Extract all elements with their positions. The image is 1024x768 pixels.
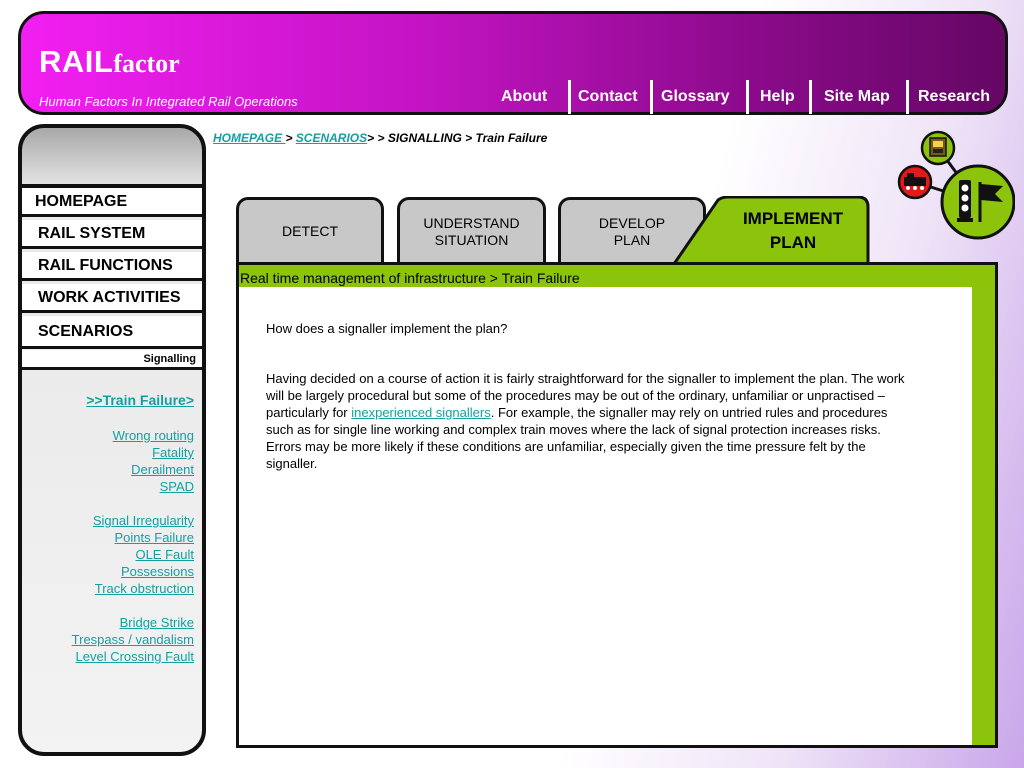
tab-develop-label-line2: PLAN xyxy=(613,231,651,248)
link-points-failure[interactable]: Points Failure xyxy=(114,530,194,545)
link-trespass-vandalism[interactable]: Trespass / vandalism xyxy=(71,632,194,647)
link-wrong-routing[interactable]: Wrong routing xyxy=(112,428,194,443)
nav-separator xyxy=(906,80,909,114)
nav-about[interactable]: About xyxy=(501,88,548,105)
breadcrumb-scenarios[interactable]: SCENARIOS xyxy=(295,131,368,145)
tab-understand-situation[interactable] xyxy=(397,197,546,263)
link-ole-fault[interactable]: OLE Fault xyxy=(135,547,194,562)
tab-implement-plan[interactable] xyxy=(718,197,868,263)
train-icon[interactable] xyxy=(899,166,931,198)
inexperienced-signallers-link[interactable]: inexperienced signallers xyxy=(351,405,491,420)
tab-detect-label: DETECT xyxy=(282,223,338,239)
nav-help[interactable]: Help xyxy=(760,88,795,105)
sidebar-item-work-activities[interactable]: WORK ACTIVITIES xyxy=(22,284,206,313)
nav-site-map[interactable]: Site Map xyxy=(824,88,890,105)
nav-separator xyxy=(568,80,571,114)
signal-flag-icon[interactable] xyxy=(942,166,1014,238)
breadcrumb-separator: > xyxy=(285,131,296,145)
paragraph-text-before-link: Having decided on a course of action it is fairly straightforward for the signaller to implement the plan. The work will be largely procedural but some of the procedures may be out of the ordinary, unfamiliar or unpractised – particularly for xyxy=(266,371,905,420)
link-track-obstruction[interactable]: Track obstruction xyxy=(94,581,194,596)
nav-separator xyxy=(650,80,653,114)
link-spad[interactable]: SPAD xyxy=(159,479,194,494)
content-panel xyxy=(236,262,998,748)
sidebar xyxy=(18,124,206,756)
breadcrumb xyxy=(213,131,547,145)
sidebar-item-rail-system[interactable]: RAIL SYSTEM xyxy=(22,220,206,249)
tab-implement-label-line1: IMPLEMENT xyxy=(742,209,844,228)
link-train-failure-current[interactable]: >>Train Failure> xyxy=(86,392,194,408)
link-derailment[interactable]: Derailment xyxy=(131,462,194,477)
content-body xyxy=(239,287,972,745)
paragraph-text-after-link: . For example, the signaller may rely on untried rules and procedures such as for single line working and complex train moves where the lack of signal protection increases risks. Errors may be more likely if these conditions are unfamiliar, especially given the time pressure felt by the signaller. xyxy=(266,405,888,471)
site-tagline: Human Factors In Integrated Rail Operations xyxy=(39,94,298,109)
link-spacer xyxy=(72,597,194,614)
nav-glossary[interactable]: Glossary xyxy=(661,88,730,105)
tab-implement-label-line2: PLAN xyxy=(769,233,817,252)
content-paragraph xyxy=(266,370,918,472)
scenario-links xyxy=(72,392,194,665)
nav-research[interactable]: Research xyxy=(918,88,991,105)
control-panel-icon[interactable] xyxy=(922,132,954,164)
sidebar-item-rail-functions[interactable]: RAIL FUNCTIONS xyxy=(22,252,206,281)
tab-understand-label-line2: SITUATION xyxy=(434,231,509,248)
nav-contact[interactable]: Contact xyxy=(578,88,638,105)
sidebar-item-scenarios[interactable]: SCENARIOS xyxy=(22,316,206,349)
nav-separator xyxy=(746,80,749,114)
breadcrumb-homepage[interactable]: HOMEPAGE xyxy=(213,131,286,145)
content-question: How does a signaller implement the plan? xyxy=(266,321,508,336)
top-nav xyxy=(21,80,1011,116)
tab-develop-label-line1: DEVELOP xyxy=(598,214,666,231)
logo-factor: factor xyxy=(113,49,180,78)
site-header xyxy=(18,11,1008,115)
link-level-crossing-fault[interactable]: Level Crossing Fault xyxy=(75,649,194,664)
breadcrumb-current: > > SIGNALLING > Train Failure xyxy=(367,131,548,145)
link-bridge-strike[interactable]: Bridge Strike xyxy=(119,615,194,630)
tab-understand-label-line1: UNDERSTAND xyxy=(423,214,520,231)
link-spacer xyxy=(72,495,194,512)
link-possessions[interactable]: Possessions xyxy=(121,564,194,579)
link-signal-irregularity[interactable]: Signal Irregularity xyxy=(92,513,194,528)
phase-icons xyxy=(895,130,1015,242)
tab-detect[interactable] xyxy=(236,197,384,263)
content-subheading: Real time management of infrastructure > Train Failure xyxy=(240,270,580,286)
sidebar-item-homepage[interactable]: HOMEPAGE xyxy=(22,188,206,217)
link-fatality[interactable]: Fatality xyxy=(152,445,194,460)
logo-rail: RAIL xyxy=(39,44,114,79)
site-logo[interactable] xyxy=(39,44,180,80)
nav-separator xyxy=(809,80,812,114)
sidebar-section-signalling: Signalling xyxy=(22,350,206,370)
